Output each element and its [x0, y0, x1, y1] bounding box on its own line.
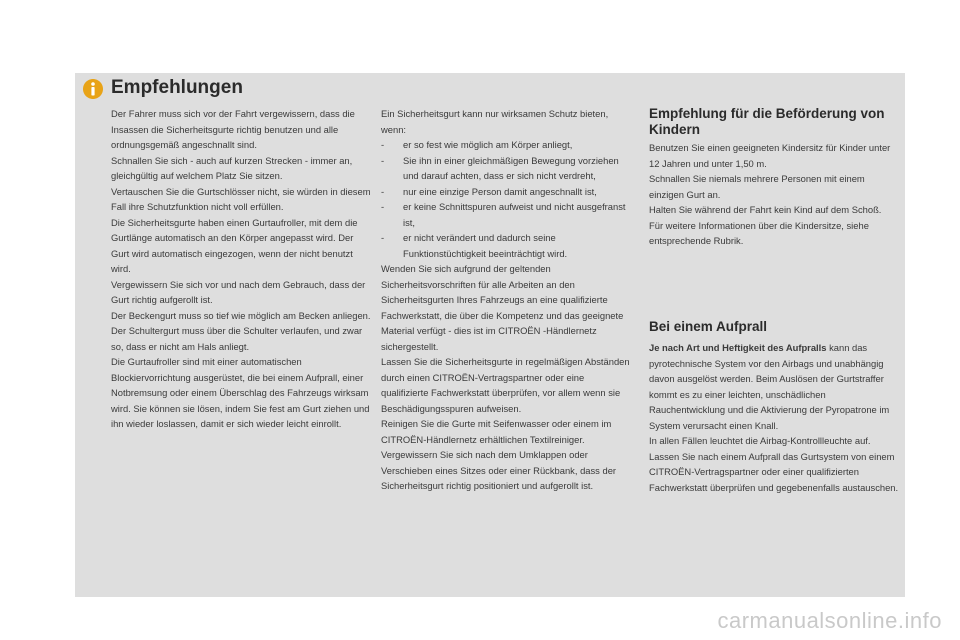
paragraph: In allen Fällen leuchtet die Airbag-Kontrollleuchte auf. [649, 435, 871, 446]
impact-section [649, 340, 899, 495]
paragraph: Für weitere Informationen über die Kindersitze, siehe entsprechende Rubrik. [649, 219, 869, 246]
paragraph: Der Beckengurt muss so tief wie möglich am Becken anliegen. [111, 309, 371, 321]
paragraph [649, 340, 899, 433]
info-icon [82, 78, 104, 100]
paragraph: Die Sicherheitsgurte haben einen Gurtaufroller, mit dem die Gurtlänge automatisch an den Körper angepasst wird. Der Gurt wird automatisch eingezogen, wenn der nicht benutzt wird. [111, 216, 358, 274]
list-item: - er keine Schnittspuren aufweist und nicht ausgefranst ist, [381, 201, 626, 228]
column-2 [381, 106, 633, 494]
paragraph: Vertauschen Sie die Gurtschlösser nicht, sie würden in diesem Fall ihre Schutzfunktion nicht voll erfüllen. [111, 185, 371, 212]
paragraph: Schnallen Sie sich - auch auf kurzen Strecken - immer an, gleichgültig auf welchem Platz Sie sitzen. [111, 154, 353, 181]
paragraph: Reinigen Sie die Gurte mit Seifenwasser oder einem im CITROËN-Händlernetz erhältlichen Textilreiniger. [381, 418, 612, 445]
section-title: Empfehlungen [111, 77, 243, 98]
children-heading: Empfehlung für die Beförderung von Kindern [649, 106, 885, 137]
list-item: - er nicht verändert und dadurch seine Funktionstüchtigkeit beeinträchtigt wird. [381, 232, 568, 259]
paragraph: Schnallen Sie niemals mehrere Personen mit einem einzigen Gurt an. [649, 173, 865, 200]
paragraph: Vergewissern Sie sich vor und nach dem Gebrauch, dass der Gurt richtig aufgerollt ist. [111, 278, 366, 305]
paragraph: Die Gurtaufroller sind mit einer automatischen Blockiervorrichtung ausgerüstet, die bei einem Aufprall, einer Notbremsung oder einem Überschlag des Fahrzeugs wirksam wird. Sie können sie lösen, indem Sie fest am Gurt ziehen und ihn wieder loslassen, damit er sich wieder leicht einrollt. [111, 356, 370, 429]
conditions-list [381, 137, 633, 261]
paragraph: Benutzen Sie einen geeigneten Kindersitz für Kinder unter 12 Jahren und unter 1,50 m. [649, 142, 891, 169]
paragraph: Lassen Sie nach einem Aufprall das Gurtsystem von einem CITROËN-Vertragspartner oder einer qualifizierten Fachwerkstatt überprüfen und gegebenenfalls austauschen. [649, 450, 899, 493]
paragraph: Der Schultergurt muss über die Schulter verlaufen, und zwar so, dass er nicht am Hals anliegt. [111, 325, 363, 352]
paragraph: Der Fahrer muss sich vor der Fahrt vergewissern, dass die Insassen die Sicherheitsgurte richtig benutzen und alle ordnungsgemäß angeschnallt sind. [111, 108, 355, 150]
watermark: carmanualsonline.info [717, 608, 942, 633]
paragraph: Halten Sie während der Fahrt kein Kind auf dem Schoß. [649, 204, 882, 215]
list-item: - Sie ihn in einer gleichmäßigen Bewegung vorziehen und darauf achten, dass er sich nicht verdreht, [381, 154, 619, 181]
children-section [649, 140, 899, 249]
paragraph: Wenden Sie sich aufgrund der geltenden Sicherheitsvorschriften für alle Arbeiten an den Sicherheitsgurten Ihres Fahrzeugs an eine qualifizierte Fachwerkstatt, die über die Kompetenz und das geeignete Material verfügt - dies ist im CITROËN -Händlernetz sichergestellt. [381, 263, 624, 352]
impact-text: kann das pyrotechnische System vor den Airbags und unabhängig davon ausgelöst werden. Beim Auslösen der Gurtstraffer kommt es zu einer leichten, unschädlichen Rauchentwicklung und die Aktivierung der Pyropatrone im System verursacht einen Knall. [649, 342, 890, 431]
paragraph: Vergewissern Sie sich nach dem Umklappen oder Verschieben eines Sitzes oder einer Rückbank, dass der Sicherheitsgurt richtig positioniert und aufgerollt ist. [381, 449, 617, 491]
impact-bold-lead: Je nach Art und Heftigkeit des Aufpralls [649, 342, 827, 353]
list-item: - nur eine einzige Person damit angeschnallt ist, [381, 185, 597, 197]
list-item: - er so fest wie möglich am Körper anliegt, [381, 139, 573, 150]
column-1 [111, 106, 373, 432]
list-intro: Ein Sicherheitsgurt kann nur wirksamen Schutz bieten, wenn: [381, 108, 609, 135]
impact-heading: Bei einem Aufprall [649, 319, 768, 334]
paragraph: Lassen Sie die Sicherheitsgurte in regelmäßigen Abständen durch einen CITROËN-Vertragspartner oder eine qualifizierte Fachwerkstatt überprüfen, vor allem wenn sie Beschädigungsspuren aufweisen. [381, 356, 630, 414]
